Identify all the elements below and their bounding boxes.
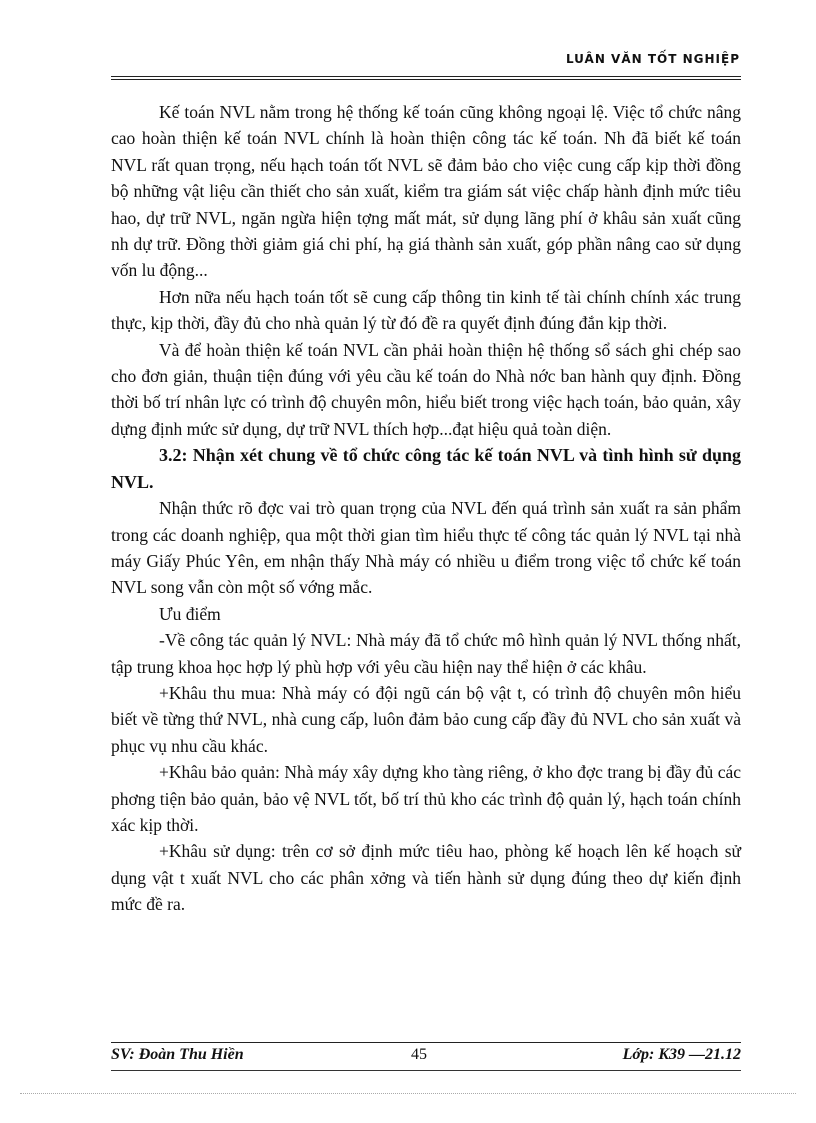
footer-student: SV: Đoàn Thu Hiền bbox=[111, 1046, 244, 1063]
paragraph-intro: Kế toán NVL nằm trong hệ thống kế toán cũng không ngoại lệ. Việc tổ chức nâng cao hoàn thiện kế toán NVL chính là hoàn thiện công tác kế toán. Nh đã biết kế toán NVL rất quan trọng, nếu hạch toán tốt NVL sẽ đảm bảo cho việc cung cấp kịp thời đồng bộ những vật liệu cần thiết cho sản xuất, kiểm tra giám sát việc chấp hành định mức tiêu hao, dự trữ NVL, ngăn ngừa hiện tợng mất mát, sử dụng lãng phí ở khâu sản xuất cũng nh dự trữ. Đồng thời giảm giá chi phí, hạ giá thành sản xuất, góp phần nâng cao sử dụng vốn lu động... bbox=[111, 102, 741, 281]
paragraph-purchasing: +Khâu thu mua: Nhà máy có đội ngũ cán bộ vật t, có trình độ chuyên môn hiểu biết về từng thứ NVL, nhà cung cấp, luôn đảm bảo cung cấp đầy đủ NVL cho sản xuất và phục vụ nhu cầu khác. bbox=[111, 682, 741, 756]
paragraph-usage: +Khâu sử dụng: trên cơ sở định mức tiêu hao, phòng kế hoạch lên kế hoạch sử dụng vật t xuất NVL cho các phân xởng và tiến hành sử dụng đúng theo dự kiến định mức đề ra. bbox=[111, 841, 741, 915]
section-heading: 3.2: Nhận xét chung về tổ chức công tác kế toán NVL và tình hình sử dụng NVL. bbox=[111, 445, 741, 492]
header-rule bbox=[111, 76, 741, 77]
paragraph-storage: +Khâu bảo quản: Nhà máy xây dựng kho tàng riêng, ở kho đợc trang bị đầy đủ các phơng tiện bảo quản, bảo vệ NVL tốt, bố trí thủ kho các trình độ quản lý, hạch toán chính xác kịp thời. bbox=[111, 762, 741, 835]
header-rule-secondary bbox=[111, 79, 741, 80]
footer bbox=[111, 1046, 741, 1070]
header-title: LUÂN VĂN TỐT NGHIỆP bbox=[565, 52, 740, 66]
footer-rule bbox=[111, 1042, 741, 1043]
footer-rule-secondary bbox=[111, 1070, 741, 1071]
paragraph-information: Hơn nữa nếu hạch toán tốt sẽ cung cấp thông tin kinh tế tài chính chính xác trung thực, kịp thời, đầy đủ cho nhà quản lý từ đó đề ra quyết định đúng đắn kịp thời. bbox=[111, 286, 741, 334]
paragraph-assessment: Nhận thức rõ đợc vai trò quan trọng của NVL đến quá trình sản xuất ra sản phẩm trong các doanh nghiệp, qua một thời gian tìm hiểu thực tế công tác quản lý NVL tại nhà máy Giấy Phúc Yên, em nhận thấy Nhà máy có nhiều u điểm trong việc tổ chức kế toán NVL song vẫn còn một số vớng mắc. bbox=[111, 498, 741, 598]
body-text bbox=[111, 99, 741, 918]
paragraph-improvement: Và để hoàn thiện kế toán NVL cần phải hoàn thiện hệ thống sổ sách ghi chép sao cho đơn giản, thuận tiện đúng với yêu cầu kế toán do Nhà nớc ban hành quy định. Đồng thời bố trí nhân lực có trình độ chuyên môn, hiểu biết trong việc hạch toán, bảo quản, xây dựng định mức sử dụng, dự trữ NVL thích hợp...đạt hiệu quả toàn diện. bbox=[111, 339, 741, 439]
paragraph-management: -Về công tác quản lý NVL: Nhà máy đã tổ chức mô hình quản lý NVL thống nhất, tập trung khoa học hợp lý phù hợp với yêu cầu hiện nay thể hiện ở các khâu. bbox=[111, 630, 741, 677]
page-number: 45 bbox=[411, 1046, 427, 1063]
advantages-label: Ưu điểm bbox=[159, 603, 221, 624]
page-edge-divider bbox=[20, 1093, 796, 1094]
footer-class: Lớp: K39 —21.12 bbox=[622, 1046, 741, 1063]
